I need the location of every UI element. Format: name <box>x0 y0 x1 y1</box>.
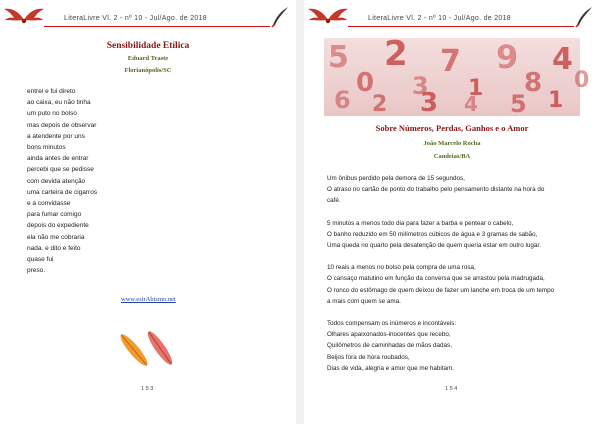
text-line: Um ônibus perdido pela demora de 15 segundos, <box>327 175 465 182</box>
header-text: LiteraLivre Vl. 2 - nº 10 - Jul/Ago. de 2018 <box>64 15 207 22</box>
poem-body <box>27 86 97 276</box>
decorative-digit: 7 <box>440 44 461 79</box>
poem-line: a atendente por uns <box>27 132 85 140</box>
page-number: 154 <box>445 386 459 392</box>
decorative-digit: 0 <box>356 68 375 98</box>
text-line: 5 minutos a menos todo dia para fazer a barba e pentear o cabelo, <box>327 219 514 227</box>
text-line: O atraso no cartão de ponto do trabalho pelo pensamento distante na hora do <box>327 186 545 194</box>
poem-line: com devida atenção <box>27 177 86 185</box>
poem-line: quase fui <box>27 256 54 264</box>
numbers-illustration <box>324 34 590 118</box>
decorative-digit: 3 <box>412 72 429 100</box>
text-line: Uma queda no quarto pela desatenção de quem queria estar em outro lugar. <box>327 242 541 250</box>
text-line: Olhares apaixonados-inocentes que recebo, <box>327 331 451 339</box>
poem-line: um puto no bolso <box>27 110 77 118</box>
text-line: O ronco do estômago de quem deixou de fazer um lanche em troca de um tempo <box>327 286 555 294</box>
feathers-illustration <box>116 322 182 370</box>
text-line: O banho reduzido em 50 milímetros cúbicos de água e 3 gramas de sabão, <box>327 230 538 238</box>
decorative-digit: 1 <box>468 76 484 101</box>
poem-line: para fumar comigo <box>27 211 82 219</box>
poem-line: entrei e fui direto <box>27 88 76 95</box>
decorative-digit: 0 <box>574 68 590 93</box>
poem-line: uma carteira de cigarros <box>27 188 98 196</box>
quill-icon <box>574 6 594 28</box>
text-title: Sobre Números, Perdas, Ganhos e o Amor <box>375 123 529 133</box>
decorative-digit: 5 <box>510 90 527 118</box>
text-line: Dias de vida, alegria e amor que me habitam. <box>327 364 455 372</box>
decorative-digit: 2 <box>384 34 408 74</box>
text-location: Candeias/BA <box>433 153 471 160</box>
header-text: LiteraLivre Vl. 2 - nº 10 - Jul/Ago. de 2018 <box>368 15 511 22</box>
stanza <box>327 318 554 374</box>
text-line: a mais com quem se ama. <box>327 297 401 305</box>
left-header <box>4 6 292 28</box>
stanza <box>327 173 554 207</box>
poem-line: depois do expediente <box>27 222 89 230</box>
text-author: João Marcelo Rocha <box>423 140 481 147</box>
winged-logo-icon <box>4 6 44 28</box>
decorative-digit: 9 <box>496 38 519 76</box>
poem-line: bons minutos <box>27 144 66 152</box>
poem-line: percebi que se pedisse <box>27 166 94 174</box>
text-line: Todos compensam os inúmeros e incontáveis: <box>327 320 457 328</box>
winged-logo-icon <box>308 6 348 28</box>
stanza <box>327 262 554 307</box>
text-body <box>327 173 554 385</box>
poem-author: Eduard Traste <box>127 55 169 62</box>
text-line: 10 reais a menos no bolso pela compra de uma rosa, <box>327 264 476 272</box>
right-page <box>304 0 600 424</box>
stanza <box>327 218 554 252</box>
decorative-digit: 3 <box>420 88 439 118</box>
poem-line: preso. <box>27 267 46 275</box>
text-line: Beijos fora de hora roubados, <box>327 353 410 361</box>
poem-line: ainda antes de entrar <box>27 155 89 163</box>
text-line: Quilômetros de caminhadas de mãos dadas, <box>327 342 452 350</box>
left-page <box>0 0 296 424</box>
decorative-digit: 1 <box>548 88 564 113</box>
decorative-digit: 5 <box>328 40 349 75</box>
poem-location: Florianópolis/SC <box>124 67 172 74</box>
text-line: O cansaço matutino em função da conversa que se arrastou pela madrugada, <box>327 275 545 283</box>
header-rule <box>44 26 270 27</box>
quill-icon <box>270 6 290 28</box>
poem-line: ela não me cobraria <box>27 233 85 241</box>
decorative-digit: 4 <box>464 92 478 116</box>
poem-title: Sensibilidade Etílica <box>106 41 190 51</box>
poem-line: ao caixa, eu não tinha <box>27 99 91 107</box>
poem-line: mas depois de observar <box>27 121 97 129</box>
decorative-digit: 4 <box>552 42 573 77</box>
header-rule <box>348 26 574 27</box>
book-gutter <box>296 0 304 424</box>
page-number: 153 <box>141 386 155 392</box>
decorative-digit: 6 <box>334 86 351 114</box>
estrabismo-link[interactable]: www.estrAbismo.net <box>121 296 176 303</box>
decorative-digit: 2 <box>372 92 388 117</box>
right-header <box>308 6 596 28</box>
poem-line: nada. e dito e feito <box>27 244 81 252</box>
text-line: café. <box>327 197 341 205</box>
poem-line: e a convidasse <box>27 200 71 208</box>
decorative-digit: 8 <box>524 68 543 98</box>
